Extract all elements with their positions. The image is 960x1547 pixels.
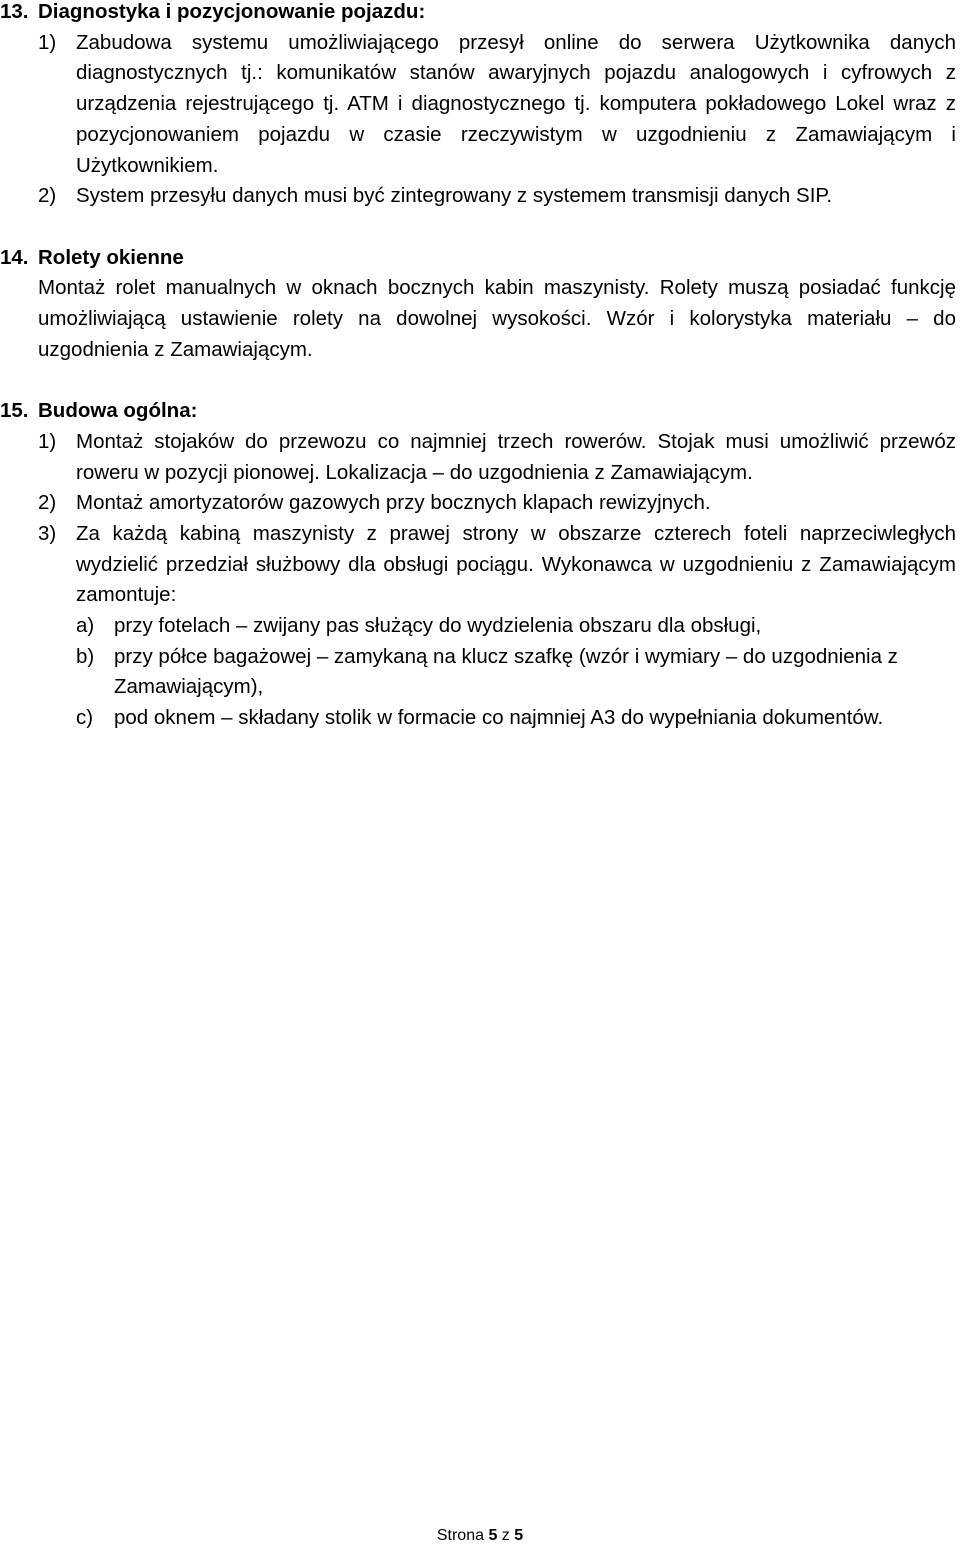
footer-page-number: 5 xyxy=(488,1527,498,1544)
list-item xyxy=(0,427,956,488)
footer-of: z xyxy=(501,1527,510,1544)
section-number: 14. xyxy=(0,245,29,269)
list-item-text: Zabudowa systemu umożliwiającego przesył online do serwera Użytkownika danych diagnostycznych tj.: komunikatów stanów awaryjnych pojazdu analogowych i cyfrowych z urządzenia rejestrującego tj. ATM i diagnostycznego tj. komputera pokładowego Lokel wraz z pozycjonowaniem pojazdu w czasie rzeczywistym w uzgodnieniu z Zamawiającym i Użytkownikiem. xyxy=(76,30,956,177)
footer-label: Strona xyxy=(436,1527,484,1544)
list-item xyxy=(0,519,956,611)
sub-list-item-text: przy fotelach – zwijany pas służący do wydzielenia obszaru dla obsługi, xyxy=(114,614,762,638)
document-page xyxy=(0,0,960,734)
list-item-text: Za każdą kabiną maszynisty z prawej strony w obszarze czterech foteli naprzeciwległych wydzielić przedział służbowy dla obsługi pociągu. Wykonawca w uzgodnieniu z Zamawiającym zamontuje: xyxy=(76,521,956,607)
page-footer xyxy=(0,1527,960,1545)
list-item-text: System przesyłu danych musi być zintegrowany z systemem transmisji danych SIP. xyxy=(76,184,833,208)
sub-list-item xyxy=(0,611,956,642)
section-13-heading xyxy=(0,0,918,28)
list-item-number: 1) xyxy=(38,429,57,453)
section-number: 15. xyxy=(0,399,29,423)
section-title: Budowa ogólna: xyxy=(38,399,198,423)
section-title: Rolety okienne xyxy=(38,245,184,269)
sub-list-item-letter: b) xyxy=(76,644,95,668)
list-item xyxy=(0,181,956,212)
section-number: 13. xyxy=(0,0,29,23)
list-item-number: 2) xyxy=(38,491,57,515)
list-item-number: 1) xyxy=(38,30,57,54)
list-item xyxy=(0,488,956,519)
sub-list-item xyxy=(0,703,956,734)
sub-list-item-text: pod oknem – składany stolik w formacie co najmniej A3 do wypełniania dokumentów. xyxy=(114,706,884,730)
section-title: Diagnostyka i pozycjonowanie pojazdu: xyxy=(38,0,426,23)
list-item-text: Montaż stojaków do przewozu co najmniej trzech rowerów. Stojak musi umożliwić przewóz roweru w pozycji pionowej. Lokalizacja – do uzgodnienia z Zamawiającym. xyxy=(76,429,956,484)
list-item-number: 2) xyxy=(38,184,57,208)
list-item-number: 3) xyxy=(38,521,57,545)
sub-list-item-letter: a) xyxy=(76,614,95,638)
list-item xyxy=(0,28,956,182)
sub-list-item-text: przy półce bagażowej – zamykaną na klucz szafkę (wzór i wymiary – do uzgodnienia z Zamawiającym), xyxy=(114,644,898,699)
section-14-heading xyxy=(0,243,918,274)
section-15-heading xyxy=(0,396,918,427)
sub-list-item xyxy=(0,642,956,703)
list-item-text: Montaż amortyzatorów gazowych przy bocznych klapach rewizyjnych. xyxy=(76,491,711,515)
sub-list-item-letter: c) xyxy=(76,706,94,730)
footer-total-pages: 5 xyxy=(514,1527,524,1544)
paragraph: Montaż rolet manualnych w oknach bocznych kabin maszynisty. Rolety muszą posiadać funkcję umożliwiającą ustawienie rolety na dowolnej wysokości. Wzór i kolorystyka materiału – do uzgodnienia z Zamawiającym. xyxy=(38,276,956,361)
